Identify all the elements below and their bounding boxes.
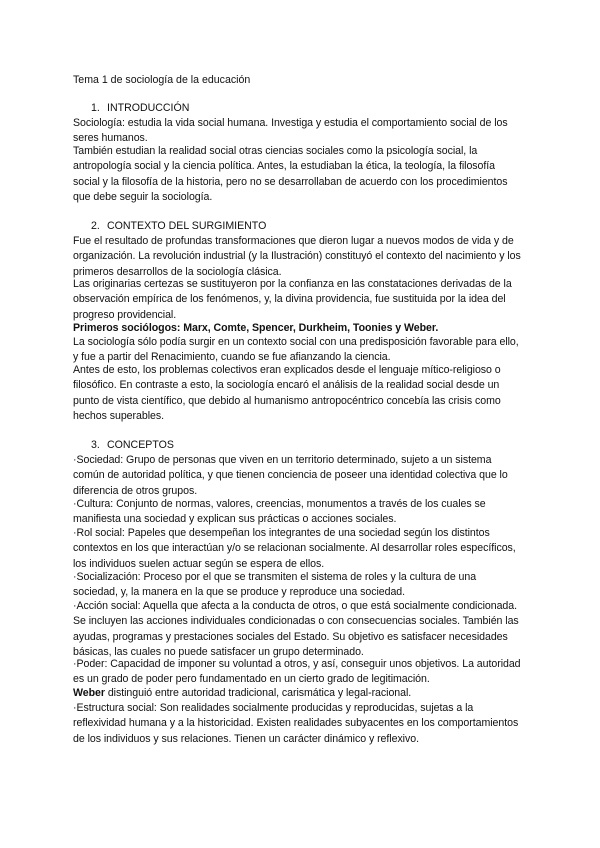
paragraph: Sociología: estudia la vida social humana. Investiga y estudia el comportamiento social de los seres humanos. [73, 117, 508, 145]
section-title: CONTEXTO DEL SURGIMIENTO [107, 220, 267, 232]
paragraph-weber [73, 686, 521, 701]
concept-cultura: ·Cultura: Conjunto de normas, valores, creencias, monumentos a través de los cuales se manifiesta una sociedad y explican sus prácticas o acciones sociales. [73, 498, 486, 526]
section-number: 3. [91, 439, 100, 451]
concept-socializacion: ·Socialización: Proceso por el que se transmiten el sistema de roles y la cultura de una sociedad, y, la manera en la que se produce y reproduce una sociedad. [73, 571, 477, 599]
paragraph: Fue el resultado de profundas transformaciones que dieron lugar a nuevos modos de vida y de organización. La revolución industrial (y la Ilustración) constituyó el contexto del nacimiento y los primeros desarrollos de la sociología clásica. [73, 235, 521, 278]
paragraph: Antes de esto, los problemas colectivos eran explicados desde el lenguaje mítico-religioso o filosófico. En contraste a esto, la sociología encaró el análisis de la realidad social desde un punto de vista científico, que debido al humanismo antropocéntrico concebía las crisis como hechos superables. [73, 364, 501, 423]
concept-rol-social: ·Rol social: Papeles que desempeñan los integrantes de una sociedad según los distintos contextos en los que interactúan y/o se relacionan socialmente. Al desarrollar roles específicos, los individuos suelen actuar según se espera de ellos. [73, 527, 516, 570]
paragraph: Las originarias certezas se sustituyeron por la confianza en las constataciones derivadas de la observación empírica de los fenómenos, y, la divina providencia, fue sustituida por la idea del progreso providencial. [73, 278, 512, 321]
sociologists-list: Primeros sociólogos: Marx, Comte, Spencer, Durkheim, Toonies y Weber. [73, 322, 439, 334]
concept-accion-social: ·Acción social: Aquella que afecta a la conducta de otros, o que está socialmente condicionada. Se incluyen las acciones individuales condicionadas o con consecuencias sociales. También las ayudas, programas y prestaciones sociales del Estado. Su objetivo es satisfacer necesidades básicas, las cuales no puede satisfacer un grupo determinado. [73, 600, 519, 659]
document-title: Tema 1 de sociología de la educación [73, 74, 251, 86]
section-number: 2. [91, 220, 100, 232]
paragraph: La sociología sólo podía surgir en un contexto social con una predisposición favorable para ello, y fue a partir del Renacimiento, cuando se fue afianzando la ciencia. [73, 336, 519, 364]
section-heading-contexto [91, 219, 266, 234]
section-number: 1. [91, 102, 100, 114]
concept-poder: ·Poder: Capacidad de imponer su voluntad a otros, y así, conseguir unos objetivos. La autoridad es un grado de poder pero fundamentado en un cierto grado de legitimación. [73, 658, 521, 686]
section-title: INTRODUCCIÓN [107, 102, 190, 114]
weber-name: Weber [73, 687, 105, 699]
section-title: CONCEPTOS [107, 439, 174, 451]
weber-text: distinguió entre autoridad tradicional, carismática y legal-racional. [104, 687, 412, 699]
section-heading-introduccion [91, 101, 189, 116]
concept-sociedad: ·Sociedad: Grupo de personas que viven en un territorio determinado, sujeto a un sistema común de autoridad política, y que tienen conciencia de poseer una identidad colectiva que lo diferencia de otros grupos. [73, 454, 508, 497]
concept-estructura-social: ·Estructura social: Son realidades socialmente producidas y reproducidas, sujetas a la reflexividad humana y a la historicidad. Existen realidades subyacentes en los comportamientos de los individuos y sus relaciones. Tienen un carácter dinámico y reflexivo. [73, 702, 519, 745]
paragraph: También estudian la realidad social otras ciencias sociales como la psicología social, la antropología social y la ciencia política. Antes, la estudiaban la ética, la teología, la filosofía social y la filosofía de la historia, pero no se desarrollaban de acuerdo con los procedimientos que debe seguir la sociología. [73, 145, 508, 204]
section-heading-conceptos [91, 438, 174, 453]
